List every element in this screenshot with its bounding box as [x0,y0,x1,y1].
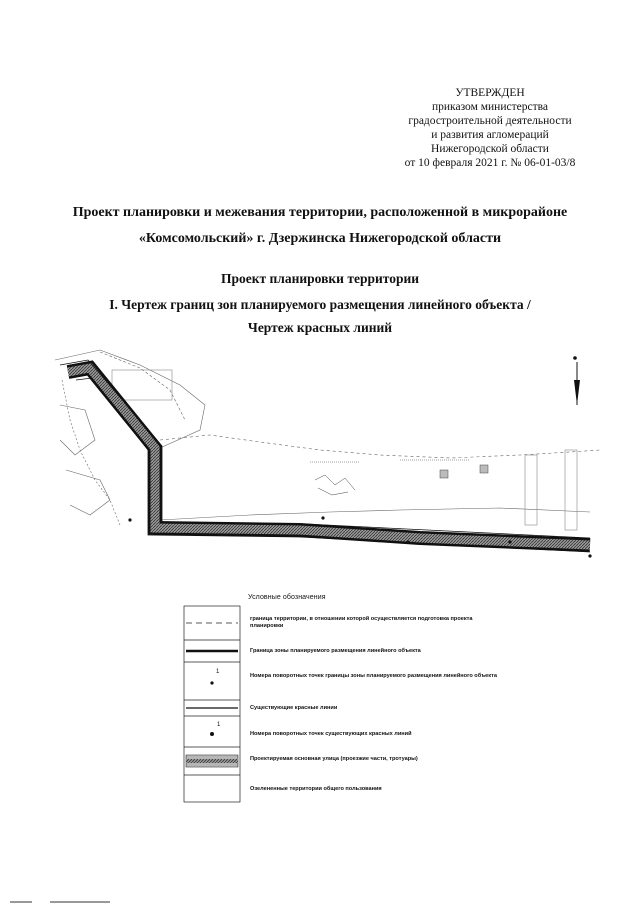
site-details [310,460,488,495]
legend-item-red-line-points: Номера поворотных точек существующих красных линий [250,731,412,737]
approval-heading: УТВЕРЖДЕН [455,87,525,99]
linear-object-zone [60,360,590,552]
approval-line: Нижегородской области [431,143,549,155]
drawing-title: I. Чертеж границ зон планируемого размещения линейного объекта / [109,297,531,312]
legend-symbols [186,623,238,767]
legend-item-red-lines: Существующие красные линии [250,705,338,711]
background-plots [55,350,600,530]
legend-marker-label: 1 [216,669,220,675]
legend-title: Условные обозначения [248,594,326,601]
drawing-subtitle: Чертеж красных линий [247,320,393,335]
legend-marker-label: 1 [217,722,221,728]
approval-line: градостроительной деятельности [408,115,572,127]
document-title-line2: «Комсомольский» г. Дзержинска Нижегородской области [138,231,502,246]
legend-item-zone-points: Номера поворотных точек границы зоны планируемого размещения линейного объекта [250,673,497,679]
approval-date: от 10 февраля 2021 г. № 06-01-03/8 [404,157,576,169]
legend-item-territory-boundary: граница территории, в отношении которой осуществляется подготовка проекта планировки [250,616,473,629]
approval-line: и развития агломераций [431,129,549,141]
approval-line: приказом министерства [432,101,548,113]
north-arrow-icon [574,362,580,405]
section-title: Проект планировки территории [220,271,420,286]
legend-item-zone-boundary: Граница зоны планируемого размещения линейного объекта [250,648,421,654]
legend-table [184,606,240,802]
legend-item-green-areas: Озелененные территории общего пользования [250,786,382,792]
legend-item-planned-street: Проектируемая основная улица (проезжие части, тротуары) [250,756,418,762]
document-title: Проект планировки и межевания территории, расположенной в микрорайоне [72,205,568,220]
